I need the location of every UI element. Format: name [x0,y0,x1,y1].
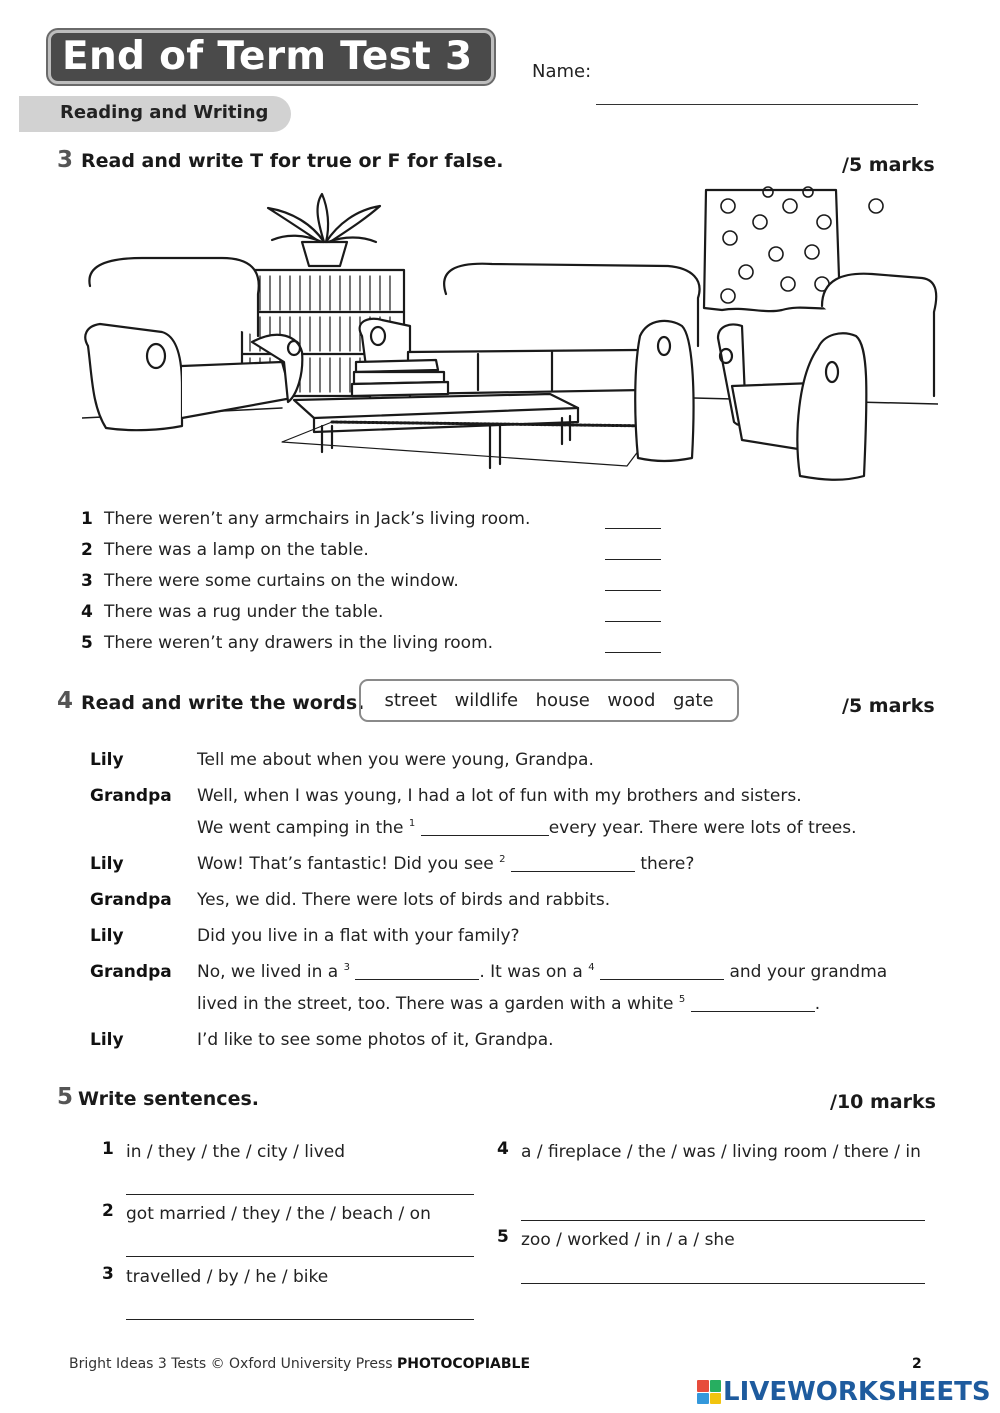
dialogue-text: there? [640,854,695,874]
question-text: There weren’t any drawers in the living room. [104,633,494,653]
speaker-name: Lily [90,926,124,946]
dialogue-line [197,818,857,838]
exercise-4-marks: /5 marks [842,695,935,717]
question-number: 2 [81,540,93,560]
sentence-prompt: in / they / the / city / lived [126,1142,346,1162]
blank-number: 1 [408,818,416,829]
speaker-name: Grandpa [90,786,172,806]
sentence-input-3[interactable] [126,1296,474,1320]
sentence-input-4[interactable] [521,1197,925,1221]
footer-credit-text: Bright Ideas 3 Tests © Oxford University Press [69,1356,393,1372]
speaker-name: Grandpa [90,962,172,982]
page-title: End of Term Test 3 [62,34,473,79]
dialogue-line [197,854,694,874]
word-bank-item: wood [607,690,656,711]
dialogue-line: I’d like to see some photos of it, Grandpa. [197,1030,554,1050]
exercise-5-instruction: Write sentences. [78,1088,259,1110]
answer-input-5[interactable] [605,631,661,653]
question-text: There was a lamp on the table. [104,540,369,560]
liveworksheets-icon [697,1380,721,1404]
question-text: There weren’t any armchairs in Jack’s living room. [104,509,531,529]
answer-input-1[interactable] [605,507,661,529]
sentence-input-5[interactable] [521,1260,925,1284]
blank-number: 3 [343,962,350,973]
blank-number: 4 [588,962,595,973]
speaker-name: Lily [90,750,124,770]
speaker-name: Lily [90,1030,124,1050]
exercise-4-instruction: Read and write the words. [81,692,365,714]
dialogue-line: Well, when I was young, I had a lot of fun with my brothers and sisters. [197,786,802,806]
speaker-name: Grandpa [90,890,172,910]
sentence-prompt: a / fireplace / the / was / living room / there / in [521,1142,921,1162]
speaker-name: Lily [90,854,124,874]
answer-input-4[interactable] [605,600,661,622]
answer-input-3[interactable] [605,569,661,591]
question-text: There was a rug under the table. [104,602,384,622]
exercise-5-marks: /10 marks [830,1091,936,1113]
word-bank-item: wildlife [454,690,519,711]
exercise-3-instruction: Read and write T for true or F for false. [81,150,504,172]
word-bank-item: house [535,690,590,711]
question-number: 3 [81,571,93,591]
dialogue-line: Yes, we did. There were lots of birds and rabbits. [197,890,611,910]
living-room-illustration [82,186,938,486]
sentence-number: 5 [497,1227,509,1247]
sentence-prompt: travelled / by / he / bike [126,1267,329,1287]
dialogue-line [197,962,887,982]
dialogue-line: Tell me about when you were young, Grandpa. [197,750,594,770]
gap-input-1[interactable] [421,818,549,836]
section-title: Reading and Writing [60,102,269,123]
sentence-number: 1 [102,1139,114,1159]
liveworksheets-logo [697,1377,991,1407]
dialogue-text: We went camping in the [197,818,404,838]
dialogue-line [197,994,820,1014]
exercise-5-number: 5 [57,1084,74,1110]
dialogue-text: lived in the street, too. There was a garden with a white [197,994,674,1014]
liveworksheets-wordmark: LIVEWORKSHEETS [723,1377,991,1407]
sentence-number: 3 [102,1264,114,1284]
exercise-4-number: 4 [57,688,74,714]
dialogue-text: and your grandma [729,962,888,982]
blank-number: 2 [499,854,506,865]
name-label: Name: [532,61,592,82]
gap-input-5[interactable] [691,994,815,1012]
exercise-3-marks: /5 marks [842,154,935,176]
sentence-prompt: got married / they / the / beach / on [126,1204,431,1224]
photocopiable-label: PHOTOCOPIABLE [397,1356,531,1372]
question-number: 1 [81,509,93,529]
dialogue-text: every year. There were lots of trees. [548,818,857,838]
exercise-3-number: 3 [57,147,74,173]
answer-input-2[interactable] [605,538,661,560]
sentence-number: 2 [102,1201,114,1221]
word-bank-item: street [384,690,438,711]
sentence-prompt: zoo / worked / in / a / she [521,1230,735,1250]
question-text: There were some curtains on the window. [104,571,459,591]
gap-input-2[interactable] [511,854,635,872]
page-number: 2 [912,1356,922,1372]
gap-input-3[interactable] [355,962,479,980]
dialogue-line: Did you live in a flat with your family? [197,926,520,946]
dialogue-text: . [814,994,821,1014]
dialogue-text: No, we lived in a [197,962,339,982]
blank-number: 5 [678,994,686,1005]
sentence-number: 4 [497,1139,509,1159]
word-bank [359,679,739,722]
question-number: 5 [81,633,93,653]
dialogue-text: . It was on a [479,962,583,982]
dialogue-text: Wow! That’s fantastic! Did you see [197,854,494,874]
sentence-input-2[interactable] [126,1233,474,1257]
question-number: 4 [81,602,93,622]
footer-credit [69,1356,530,1372]
name-input[interactable] [596,81,918,105]
sentence-input-1[interactable] [126,1171,474,1195]
gap-input-4[interactable] [600,962,724,980]
word-bank-item: gate [672,690,714,711]
